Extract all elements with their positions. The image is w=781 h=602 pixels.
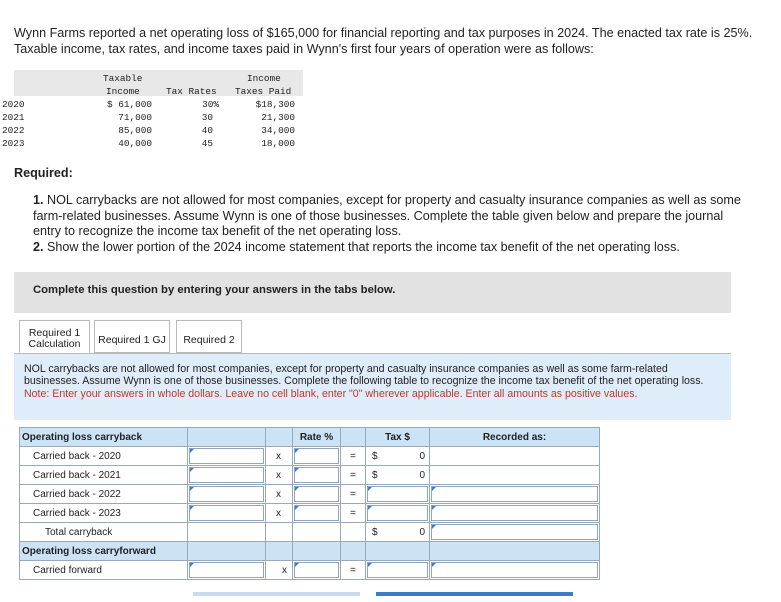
input-marker-icon [432,563,436,567]
input-marker-icon [368,563,372,567]
total-blank-2 [266,523,293,542]
tax-cell [366,447,430,466]
equals-cell [341,447,366,466]
times-sign: x [282,565,287,576]
times-cell [266,485,293,504]
taxes-2023: 18,000 [261,138,295,149]
required-item-1-text: NOL carrybacks are not allowed for most companies, except for property and casualty insurance companies as well as some farm-related businesses. Assume Wynn is one of those businesses. Complete the table given below and prepare the journal entry to recognize the income tax benefit of the net operating loss. [33,193,741,238]
tab-1-line1: Required 1 [28,327,81,339]
recorded-cell [430,504,600,523]
rate-2022: 40 [201,125,213,136]
section-carryback-title: Operating loss carryback [20,428,188,447]
given-data-table [0,70,303,150]
required-heading: Required: [14,166,73,180]
input-marker-icon [432,487,436,491]
worksheet-header-row [20,428,600,447]
input-marker-icon [190,487,194,491]
amount-cell [188,485,266,504]
times-sign: x [276,451,281,462]
tab-1-line2: Calculation [28,338,81,350]
total-tax-cell [366,523,430,542]
recorded-cell [430,561,600,580]
tax-input-carryforward[interactable] [367,562,428,578]
rate-cell [293,504,341,523]
table-row [20,447,600,466]
hdr-taxable: Taxable [103,73,143,84]
equals-sign: = [350,489,356,500]
total-recorded-as-input[interactable] [431,524,598,540]
header-rate: Rate % [293,428,341,447]
times-sign: x [276,489,281,500]
panel-note: Note: Enter your answers in whole dollars. Leave no cell blank, enter "0" wherever applicable. Enter all amounts as positive values. [24,387,638,400]
recorded-as-input-carryforward[interactable] [431,562,598,578]
income-2022: 85,000 [118,125,152,136]
income-2020: $ 61,000 [106,99,152,110]
amount-input-2021[interactable] [189,467,264,483]
tax-input-2023[interactable] [367,505,428,521]
instruction-banner [14,272,731,313]
total-recorded-cell [430,523,600,542]
tax-value-2021: 0 [419,470,425,481]
input-marker-icon [190,563,194,567]
header-blank-3 [341,428,366,447]
header-blank-1 [188,428,266,447]
required-item-1 [33,193,748,240]
times-sign: x [276,508,281,519]
row-label: Carried back - 2022 [20,485,188,504]
equals-cell [341,485,366,504]
times-cell [266,447,293,466]
table-row [20,504,600,523]
recorded-cell [430,466,600,485]
input-marker-icon [190,506,194,510]
amount-input-2022[interactable] [189,486,264,502]
prev-nav-button[interactable] [193,592,360,596]
recorded-cell [430,485,600,504]
hdr-income-2: Income [247,73,281,84]
banner-text: Complete this question by entering your answers in the tabs below. [33,284,396,296]
year-2023: 2023 [2,138,25,149]
input-marker-icon [295,563,299,567]
input-marker-icon [432,506,436,510]
carryforward-label: Carried forward [20,561,188,580]
panel-text: NOL carrybacks are not allowed for most companies, except for property and casualty insurance companies as well as some farm-related businesses. Assume Wynn is one of those businesses. Complete the following table to recognize the income tax benefit of the net operating loss. [24,363,704,388]
tax-cell [366,504,430,523]
input-marker-icon [295,487,299,491]
required-list [33,193,748,255]
tax-cell [366,466,430,485]
rate-input-2023[interactable] [294,505,339,521]
recorded-as-input-2023[interactable] [431,505,598,521]
equals-cell [341,561,366,580]
tab-required-1-calculation[interactable] [19,320,90,353]
rate-cell [293,466,341,485]
problem-intro: Wynn Farms reported a net operating loss of $165,000 for financial reporting and tax purposes in 2024. The enacted tax rate is 25%. Taxable income, tax rates, and income taxes paid in Wynn's first four years of operation were as follows: [14,26,753,56]
input-marker-icon [295,449,299,453]
panel-text-block [24,363,724,400]
input-marker-icon [190,449,194,453]
currency-sign: $ [372,527,378,538]
rate-2020: 30% [202,99,219,110]
equals-sign: = [350,451,356,462]
year-2022: 2022 [2,125,25,136]
rate-input-2020[interactable] [294,448,339,464]
taxes-2022: 34,000 [261,125,295,136]
next-nav-button[interactable] [376,592,573,596]
rate-cell [293,447,341,466]
amount-input-carryforward[interactable] [189,562,264,578]
nol-worksheet [19,427,600,580]
equals-sign: = [350,470,356,481]
table-row [20,466,600,485]
table-row [20,485,600,504]
required-item-2 [33,240,748,256]
rate-input-2021[interactable] [294,467,339,483]
rate-input-carryforward[interactable] [294,562,339,578]
times-sign: x [276,470,281,481]
carryforward-header-row [20,542,600,561]
cf-header-blank-1 [188,542,266,561]
carryforward-row [20,561,600,580]
tax-cell [366,485,430,504]
input-marker-icon [368,506,372,510]
tab-required-1-gj[interactable] [94,320,170,353]
header-tax: Tax $ [366,428,430,447]
cf-header-blank-3 [293,542,341,561]
required-item-2-text: Show the lower portion of the 2024 income statement that reports the income tax benefit of the net operating loss. [47,239,680,254]
taxes-2021: 21,300 [261,112,295,123]
currency-sign: $ [372,470,378,481]
recorded-cell [430,447,600,466]
times-cell [266,504,293,523]
hdr-taxes-paid: Taxes Paid [235,86,292,97]
year-2020: 2020 [2,99,25,110]
input-marker-icon [368,487,372,491]
cf-header-blank-5 [366,542,430,561]
tax-input-2022[interactable] [367,486,428,502]
required-item-1-num: 1. [33,193,44,207]
rate-2023: 45 [201,138,213,149]
input-marker-icon [295,506,299,510]
input-marker-icon [190,468,194,472]
total-label: Total carryback [20,523,188,542]
amount-input-2023[interactable] [189,505,264,521]
total-blank-3 [293,523,341,542]
rate-2021: 30 [201,112,213,123]
income-2023: 40,000 [118,138,152,149]
cf-header-blank-4 [341,542,366,561]
rate-cell [293,561,341,580]
equals-cell [341,504,366,523]
total-row [20,523,600,542]
header-blank-2 [266,428,293,447]
hdr-tax-rates: Tax Rates [166,86,217,97]
amount-cell [188,561,266,580]
input-marker-icon [432,525,436,529]
instruction-panel [14,353,731,420]
equals-sign: = [350,565,356,576]
header-recorded-as: Recorded as: [430,428,600,447]
total-blank-4 [341,523,366,542]
recorded-as-input-2022[interactable] [431,486,598,502]
tax-value-2020: 0 [419,451,425,462]
cf-header-blank-6 [430,542,600,561]
hdr-income: Income [106,86,140,97]
row-label: Carried back - 2021 [20,466,188,485]
currency-sign: $ [372,451,378,462]
times-cell [266,466,293,485]
amount-cell [188,504,266,523]
tab-2-label: Required 1 GJ [98,334,166,346]
input-marker-icon [295,468,299,472]
year-2021: 2021 [2,112,25,123]
row-label: Carried back - 2023 [20,504,188,523]
income-2021: 71,000 [118,112,152,123]
tax-cell [366,561,430,580]
total-tax-value: 0 [419,527,425,538]
rate-input-2022[interactable] [294,486,339,502]
amount-cell [188,447,266,466]
amount-cell [188,466,266,485]
required-item-2-num: 2. [33,239,44,254]
rate-cell [293,485,341,504]
amount-input-2020[interactable] [189,448,264,464]
times-cell [266,561,293,580]
tab-3-label: Required 2 [183,334,235,346]
taxes-2020: $18,300 [255,99,295,110]
equals-sign: = [350,508,356,519]
row-label: Carried back - 2020 [20,447,188,466]
tab-required-2[interactable] [176,320,242,353]
cf-header-blank-2 [266,542,293,561]
total-blank-1 [188,523,266,542]
section-carryforward-title: Operating loss carryforward [20,542,188,561]
equals-cell [341,466,366,485]
